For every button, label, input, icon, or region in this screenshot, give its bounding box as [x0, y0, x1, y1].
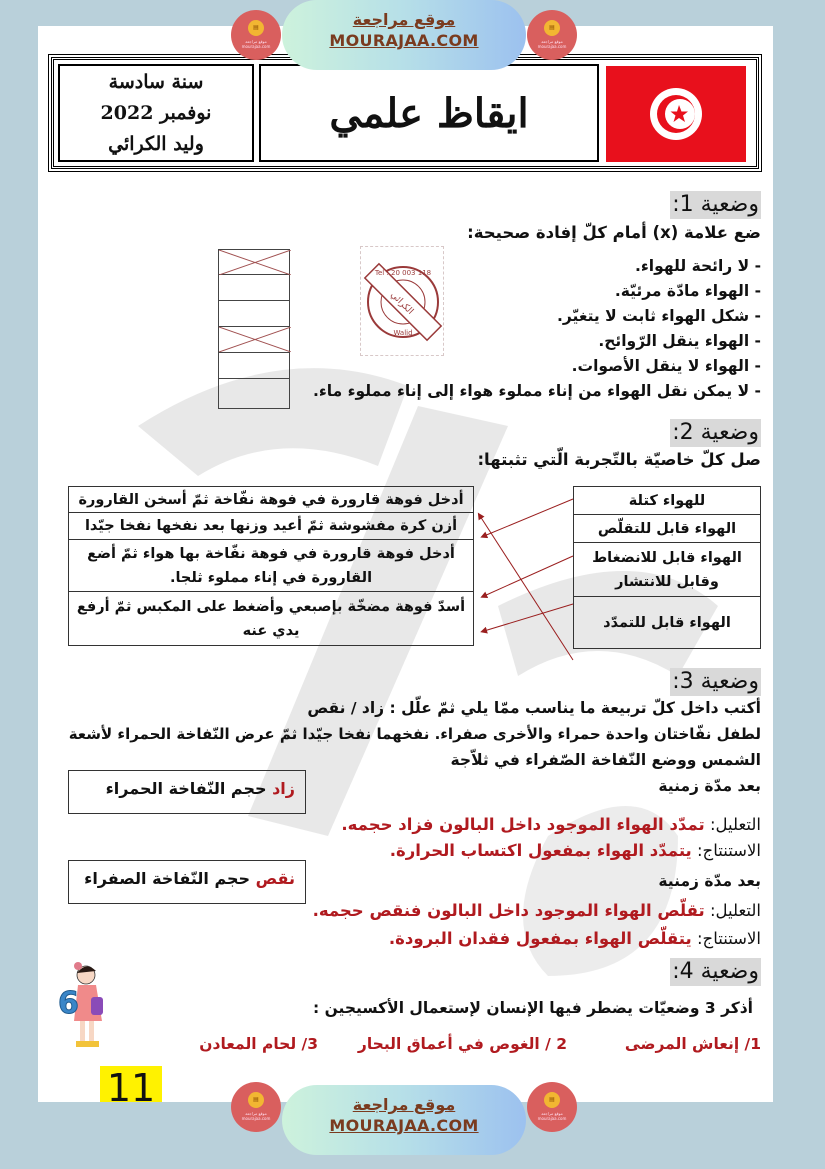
header-info-cell [58, 64, 254, 162]
conclusion-label: الاستنتاج: [691, 841, 761, 860]
conclusion-text-2: يتقلّص الهواء بمفعول فقدان البرودة. [388, 929, 692, 948]
book-icon: ▤ [248, 20, 264, 36]
worksheet-title: ايقاظ علمي [329, 89, 529, 137]
section4-instruction: أذكر 3 وضعيّات يضطر فيها الإنسان لإستعمال الأكسيجين : [313, 999, 753, 1017]
answer-box-red-balloon[interactable] [68, 770, 306, 814]
logo-caption: موقع مراجعة mourajaa.com [241, 39, 271, 49]
reason-label: التعليل: [704, 901, 761, 920]
after-time-label-1: بعد مدّة زمنية [658, 777, 761, 795]
property-cell-4[interactable]: الهواء قابل للتمدّد [574, 597, 761, 649]
experiments-table [68, 486, 474, 646]
svg-text:Tel : 20 003 118: Tel : 20 003 118 [374, 269, 432, 277]
section3-heading: وضعية 3: [672, 669, 759, 694]
answer-keyword-1: زاد [272, 779, 295, 798]
site-name-latin: MOURAJAA.COM [329, 31, 479, 50]
mascot-girl-illustration [58, 961, 118, 1056]
section4-answer-3: 3/ لحام المعادن [199, 1035, 318, 1053]
section1-heading: وضعية 1: [672, 192, 759, 217]
site-badge-top[interactable] [282, 0, 526, 70]
section1-item-3: - شكل الهواء ثابت لا يتغيّر. [557, 307, 761, 325]
checkbox-4[interactable] [218, 327, 290, 353]
answer-checkbox-column [218, 249, 290, 409]
book-icon: ▤ [248, 1092, 264, 1108]
logo-caption: موقع مراجعة mourajaa.com [241, 1111, 271, 1121]
section1-item-4: - الهواء ينقل الرّوائح. [598, 332, 761, 350]
section2-instruction: صل كلّ خاصيّة بالتّجربة الّتي تثبتها: [477, 450, 761, 469]
section1-item-6: - لا يمكن نقل الهواء من إناء مملوء هواء إلى إناء مملوء ماء. [313, 382, 761, 400]
experiment-cell-2[interactable]: أزن كرة مفشوشة ثمّ أعيد وزنها بعد نفخها نفخا جيّدا [69, 513, 474, 540]
book-icon: ▤ [544, 1092, 560, 1108]
section3-story-line-2: الشمس ووضع النّفاخة الصّفراء في ثلاّجة [450, 751, 761, 769]
site-name-arabic: موقع مراجعة [352, 10, 456, 29]
site-logo-right[interactable] [527, 10, 577, 60]
conclusion-label: الاستنتاج: [691, 929, 761, 948]
reason-line-2 [313, 899, 761, 923]
section1-item-1: - لا رائحة للهواء. [634, 257, 761, 275]
checkbox-5[interactable] [218, 353, 290, 379]
site-logo-left[interactable] [231, 10, 281, 60]
section3-story-line-1: لطفل نفّاختان واحدة حمراء والأخرى صفراء. نفخهما نفخا جيّدا ثمّ عرض النّفاخة الحمراء لأشعة [68, 725, 761, 743]
reason-text-2: تقلّص الهواء الموجود داخل البالون فنقص حجمه. [312, 901, 705, 920]
section1-instruction: ضع علامة (x) أمام كلّ إفادة صحيحة: [467, 223, 761, 242]
property-cell-2[interactable]: الهواء قابل للتقلّص [574, 515, 761, 543]
page-number-badge: 11 [100, 1066, 162, 1102]
svg-text:الكرائي: الكرائي [388, 290, 415, 317]
section4-answer-2: 2 / الغوص في أعماق البحار [357, 1035, 567, 1053]
experiment-cell-1[interactable]: أدخل فوهة قارورة في فوهة نفّاخة ثمّ أسخن القارورة [69, 487, 474, 513]
checkbox-2[interactable] [218, 275, 290, 301]
reason-line-1 [341, 813, 761, 837]
svg-text:Walid: Walid [393, 329, 413, 337]
properties-table [573, 486, 761, 649]
reason-label: التعليل: [704, 815, 761, 834]
grade-label: سنة سادسة [108, 70, 204, 93]
book-icon: ▤ [544, 20, 560, 36]
section1-item-5: - الهواء لا ينقل الأصوات. [571, 357, 761, 375]
conclusion-text-1: يتمدّد الهواء بمفعول اكتساب الحرارة. [389, 841, 692, 860]
conclusion-line-2 [389, 927, 761, 951]
conclusion-line-1 [390, 839, 761, 863]
teacher-stamp [360, 246, 444, 356]
section1-item-2: - الهواء مادّة مرئيّة. [614, 282, 761, 300]
site-name-arabic: موقع مراجعة [352, 1095, 456, 1114]
section4-heading: وضعية 4: [672, 959, 759, 984]
date-label: نوفمبر 2022 [100, 101, 212, 124]
section2-heading: وضعية 2: [672, 420, 759, 445]
answer-keyword-2: نقص [255, 869, 295, 888]
answer-text-1: حجم النّفاخة الحمراء [105, 779, 273, 798]
section4-answer-1: 1/ إنعاش المرضى [624, 1035, 761, 1053]
site-badge-bottom[interactable] [282, 1085, 526, 1155]
answer-text-2: حجم النّفاخة الصفراء [84, 869, 256, 888]
experiment-cell-4[interactable]: أسدّ فوهة مضخّة بإصبعي وأضغط على المكبس ثمّ أرفع يدي عنه [69, 592, 474, 646]
answer-box-yellow-balloon[interactable] [68, 860, 306, 904]
experiment-cell-3[interactable]: أدخل فوهة قارورة في فوهة نفّاخة بها هواء ثمّ أضع القارورة في إناء مملوء ثلجا. [69, 540, 474, 592]
site-name-latin: MOURAJAA.COM [329, 1116, 479, 1135]
tunisia-flag-icon [606, 66, 746, 162]
property-cell-3[interactable]: الهواء قابل للانضغاط وقابل للانتشار [574, 543, 761, 597]
author-label: وليد الكرائي [108, 132, 204, 155]
worksheet-page [38, 26, 773, 1102]
after-time-label-2: بعد مدّة زمنية [658, 872, 761, 890]
checkbox-3[interactable] [218, 301, 290, 327]
checkbox-6[interactable] [218, 379, 290, 409]
site-logo-right-bottom[interactable] [527, 1082, 577, 1132]
section3-instruction: أكتب داخل كلّ تربيعة ما يناسب ممّا يلي ثمّ علّل : زاد / نقص [307, 699, 761, 717]
site-logo-left-bottom[interactable] [231, 1082, 281, 1132]
svg-text:6: 6 [58, 986, 79, 1021]
reason-text-1: تمدّد الهواء الموجود داخل البالون فزاد حجمه. [341, 815, 705, 834]
checkbox-1[interactable] [218, 249, 290, 275]
logo-caption: موقع مراجعة mourajaa.com [537, 1111, 567, 1121]
header-title-cell [259, 64, 599, 162]
header-flag-cell [604, 64, 754, 162]
logo-caption: موقع مراجعة mourajaa.com [537, 39, 567, 49]
worksheet-header [51, 57, 759, 169]
property-cell-1[interactable]: للهواء كتلة [574, 487, 761, 515]
